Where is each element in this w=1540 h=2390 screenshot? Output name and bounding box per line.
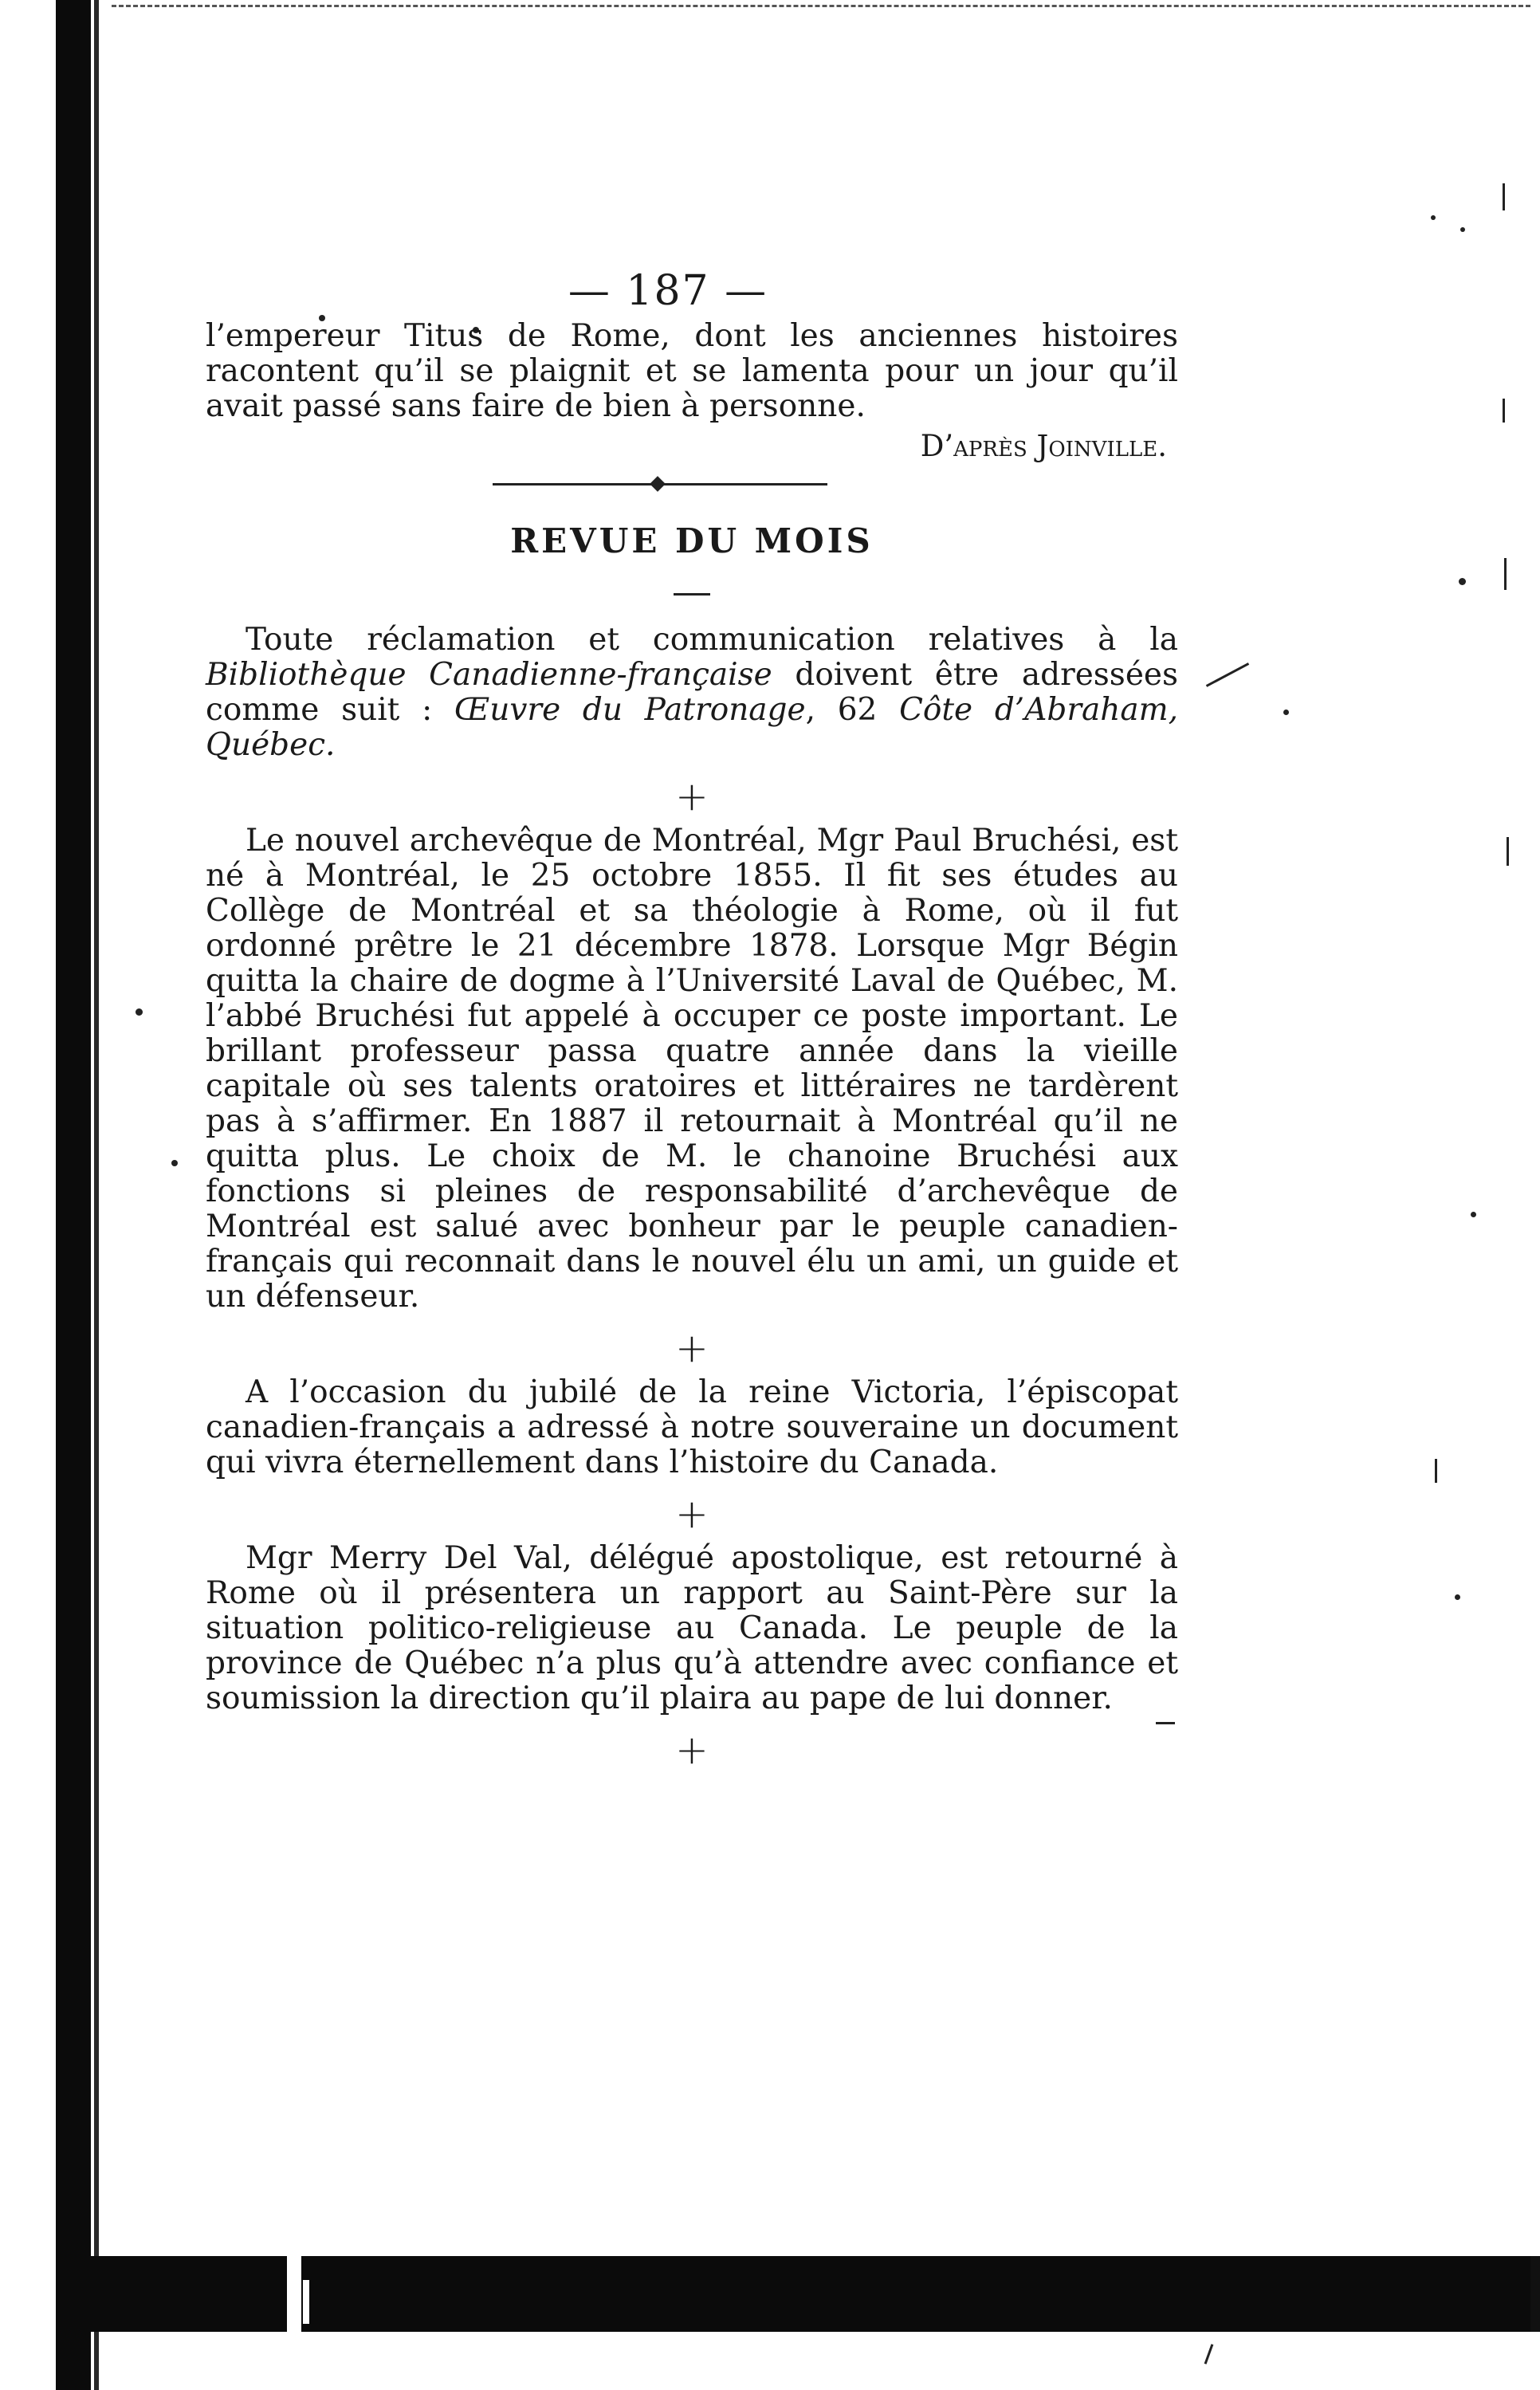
intro-paragraph: l’empereur Titus de Rome, dont les anciennes histoires racontent qu’il se plaignit et se lamenta pour un jour qu’il avait passé sans faire de bien à personne.: [206, 318, 1178, 424]
scan-speck: [1471, 1212, 1476, 1217]
scan-speck: [1431, 215, 1436, 220]
scan-mark: [1204, 2344, 1214, 2364]
scan-left-edge: [56, 0, 91, 2390]
article-paragraph-archeveque: Le nouvel archevêque de Montréal, Mgr Paul Bruchési, est né à Montréal, le 25 octobre 1855. Il fit ses études au Collège de Montréal et sa théologie à Rome, où il fut ordonné prêtre le 21 décembre 1878. Lorsque Mgr Bégin quitta la chaire de dogme à l’Université Laval de Québec, M. l’abbé Bruchési fut appelé à occuper ce poste important. Le brillant professeur passa quatre année dans la vieille capitale où ses talents oratoires et littéraires ne tardèrent pas à s’affirmer. En 1887 il retournait à Montréal qu’il ne quitta plus. Le choix de M. le chanoine Bruchési aux fonctions si pleines de responsabilité d’archevêque de Montréal est salué avec bonheur par le peuple canadien-français qui reconnait dans le nouvel élu un ami, un guide et un défenseur.: [206, 823, 1178, 1315]
scan-mark: [1206, 662, 1249, 687]
scan-speck: [136, 1008, 143, 1016]
scan-speck: [1460, 227, 1465, 232]
cross-separator: +: [675, 1325, 709, 1371]
scan-top-edge: [112, 5, 1530, 10]
page-number: — 187 —: [568, 267, 768, 315]
notice-address-name: Œuvre du Patronage: [454, 692, 806, 728]
scan-speck: [171, 1160, 178, 1166]
cross-separator: +: [675, 1491, 709, 1537]
notice-address-number: , 62: [805, 692, 900, 728]
scan-speck: [1455, 1594, 1460, 1600]
notice-publication: Bibliothèque Canadienne-française: [206, 657, 772, 693]
scan-bottom-nick: [303, 2280, 309, 2324]
scan-bottom-gap: [287, 2256, 301, 2332]
notice-prefix: Toute réclamation et communication relatives à la: [246, 622, 1178, 658]
scan-mark: [1435, 1459, 1437, 1483]
section-title: REVUE DU MOIS: [510, 521, 874, 560]
article-paragraph-delegue: Mgr Merry Del Val, délégué apostolique, est retourné à Rome où il présentera un rapport au Saint-Père sur la situation politico-religieuse au Canada. Le peuple de la province de Québec n’a plus qu’à attendre avec confiance et soumission la direction qu’il plaira au pape de lui donner.: [206, 1540, 1178, 1716]
scan-mark: [1503, 399, 1505, 423]
section-rule: [206, 467, 1178, 499]
notice-address-street: Côte d’Abraham, Québec.: [206, 692, 1178, 763]
cross-separator: +: [675, 773, 709, 820]
document-page: [206, 263, 1178, 1777]
scan-speck: [1459, 578, 1466, 585]
attribution: D’après Joinville.: [920, 429, 1167, 463]
cross-separator: +: [675, 1727, 709, 1773]
article-paragraph-jubile: A l’occasion du jubilé de la reine Victoria, l’épiscopat canadien-français a adressé à notre souveraine un document qui vivra éternellement dans l’histoire du Canada.: [206, 1374, 1178, 1480]
notice-middle: doivent être adressées comme suit :: [206, 657, 1178, 728]
scan-bottom-band: [56, 2256, 1540, 2332]
scan-left-edge-line: [94, 0, 99, 2390]
notice-paragraph: [206, 623, 1178, 763]
title-dash: [674, 593, 710, 596]
scan-mark: [1507, 837, 1509, 866]
scan-mark: [1504, 558, 1507, 590]
scan-speck: [1283, 710, 1289, 715]
scan-mark: [1503, 183, 1505, 210]
rule-ornament: [650, 476, 666, 492]
scan-bottom-gap-right: [1530, 2256, 1540, 2332]
